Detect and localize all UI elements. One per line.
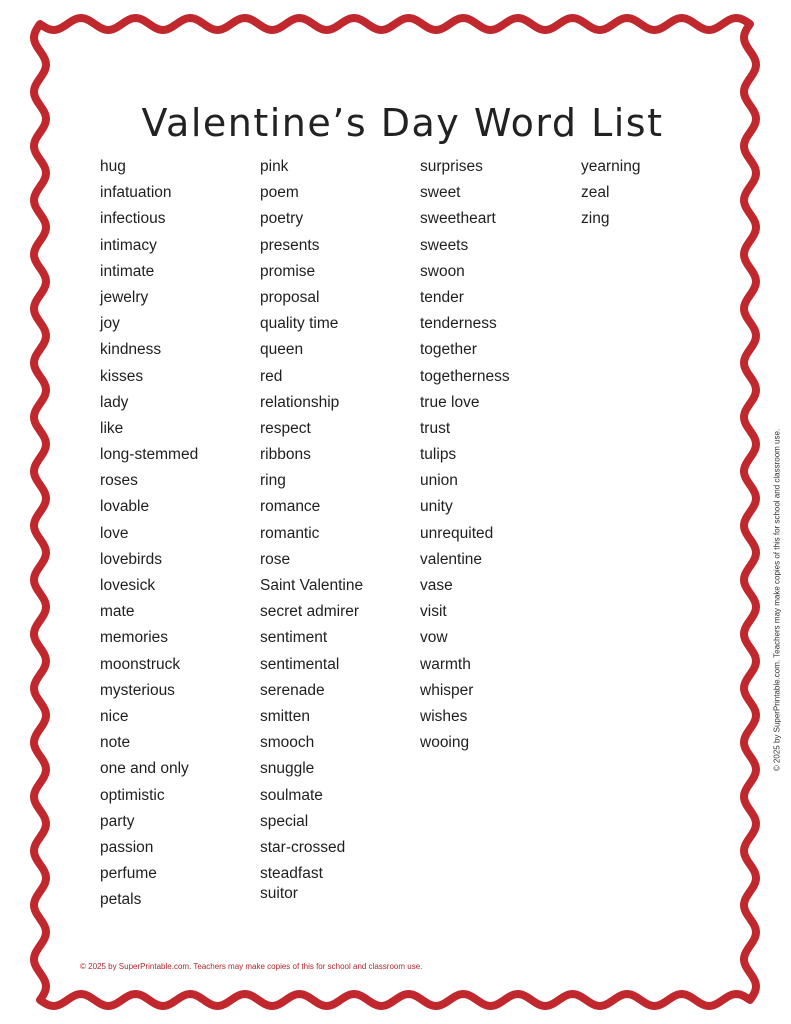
word-item: romantic: [260, 524, 320, 542]
word-item: vase: [420, 577, 453, 594]
word-item: promise: [260, 262, 316, 280]
word-item: note: [100, 734, 131, 752]
word-item: steadfast: [260, 865, 323, 883]
word-item: memories: [100, 629, 169, 647]
word-item: romance: [260, 498, 321, 516]
word-item: together: [420, 341, 477, 359]
word-column-2: [260, 155, 363, 908]
word-item: unrequited: [420, 524, 494, 542]
word-item: lovebirds: [100, 550, 163, 568]
word-item: lady: [100, 393, 129, 411]
word-item: zing: [581, 210, 610, 228]
word-item: Saint Valentine: [260, 577, 364, 594]
word-item: sweetheart: [420, 210, 496, 228]
word-item: soulmate: [260, 786, 323, 804]
word-item: love: [100, 524, 129, 542]
word-item: poem: [260, 184, 299, 202]
word-item: long-stemmed: [100, 446, 199, 464]
word-item: hug: [100, 158, 126, 175]
word-item: quality time: [260, 315, 339, 333]
word-item: wooing: [420, 734, 470, 752]
word-item: mate: [100, 603, 135, 621]
word-item: lovesick: [100, 577, 156, 594]
word-item: suitor: [260, 885, 298, 903]
word-item: tenderness: [420, 315, 497, 333]
word-item: valentine: [420, 550, 483, 568]
word-item: smooch: [260, 734, 315, 752]
word-item: infectious: [100, 210, 166, 228]
word-item: wishes: [420, 707, 468, 725]
word-item: proposal: [260, 288, 320, 306]
word-item: lovable: [100, 498, 150, 516]
word-item: jewelry: [100, 288, 149, 306]
word-column-1: [100, 155, 198, 914]
word-item: one and only: [100, 760, 189, 778]
word-item: optimistic: [100, 786, 165, 804]
word-item: tender: [420, 288, 464, 306]
word-item: sentimental: [260, 655, 340, 673]
word-item: passion: [100, 838, 154, 856]
word-item: mysterious: [100, 681, 175, 699]
word-item: moonstruck: [100, 655, 181, 673]
word-item: respect: [260, 419, 311, 437]
word-item: union: [420, 472, 458, 490]
word-item: relationship: [260, 393, 340, 411]
word-item: sentiment: [260, 629, 328, 647]
word-item: infatuation: [100, 184, 172, 202]
word-item: presents: [260, 236, 320, 254]
word-item: special: [260, 812, 309, 830]
word-item: intimate: [100, 262, 155, 280]
word-item: poetry: [260, 210, 304, 228]
word-item: serenade: [260, 681, 325, 699]
word-item: secret admirer: [260, 603, 360, 621]
footer-copyright: © 2025 by SuperPrintable.com. Teachers may make copies of this for school and classroom use.: [80, 962, 423, 971]
word-item: kindness: [100, 341, 162, 359]
word-item: tulips: [420, 446, 457, 464]
word-item: true love: [420, 393, 480, 411]
word-item: togetherness: [420, 367, 510, 385]
word-item: whisper: [420, 681, 474, 699]
word-item: trust: [420, 419, 451, 437]
word-item: like: [100, 419, 124, 437]
word-column-3: [420, 155, 510, 757]
word-item: ribbons: [260, 446, 311, 464]
word-item: rose: [260, 550, 291, 568]
word-item: perfume: [100, 865, 157, 883]
word-item: roses: [100, 472, 138, 490]
word-item: unity: [420, 498, 453, 516]
word-item: joy: [100, 315, 120, 333]
word-item: nice: [100, 707, 129, 725]
word-item: zeal: [581, 184, 610, 202]
word-item: star-crossed: [260, 838, 346, 856]
word-item: vow: [420, 629, 448, 647]
word-item: pink: [260, 158, 289, 175]
word-item: visit: [420, 603, 447, 621]
word-item: swoon: [420, 262, 465, 280]
word-item: intimacy: [100, 236, 157, 254]
word-item: surprises: [420, 158, 483, 175]
word-item: snuggle: [260, 760, 315, 778]
word-item: queen: [260, 341, 304, 359]
page-title: Valentine’s Day Word List: [141, 101, 664, 146]
word-item: sweet: [420, 184, 461, 202]
word-column-4: [581, 155, 640, 234]
word-item: party: [100, 812, 135, 830]
word-item: red: [260, 367, 283, 385]
word-item: yearning: [581, 158, 641, 175]
word-item: smitten: [260, 707, 310, 725]
word-item: sweets: [420, 236, 469, 254]
word-item: petals: [100, 891, 142, 909]
side-copyright-note: © 2025 by SuperPrintable.com. Teachers may make copies of this for school and classroom use.: [772, 428, 782, 772]
word-item: kisses: [100, 367, 144, 385]
word-item: ring: [260, 472, 286, 490]
word-item: warmth: [420, 655, 471, 673]
